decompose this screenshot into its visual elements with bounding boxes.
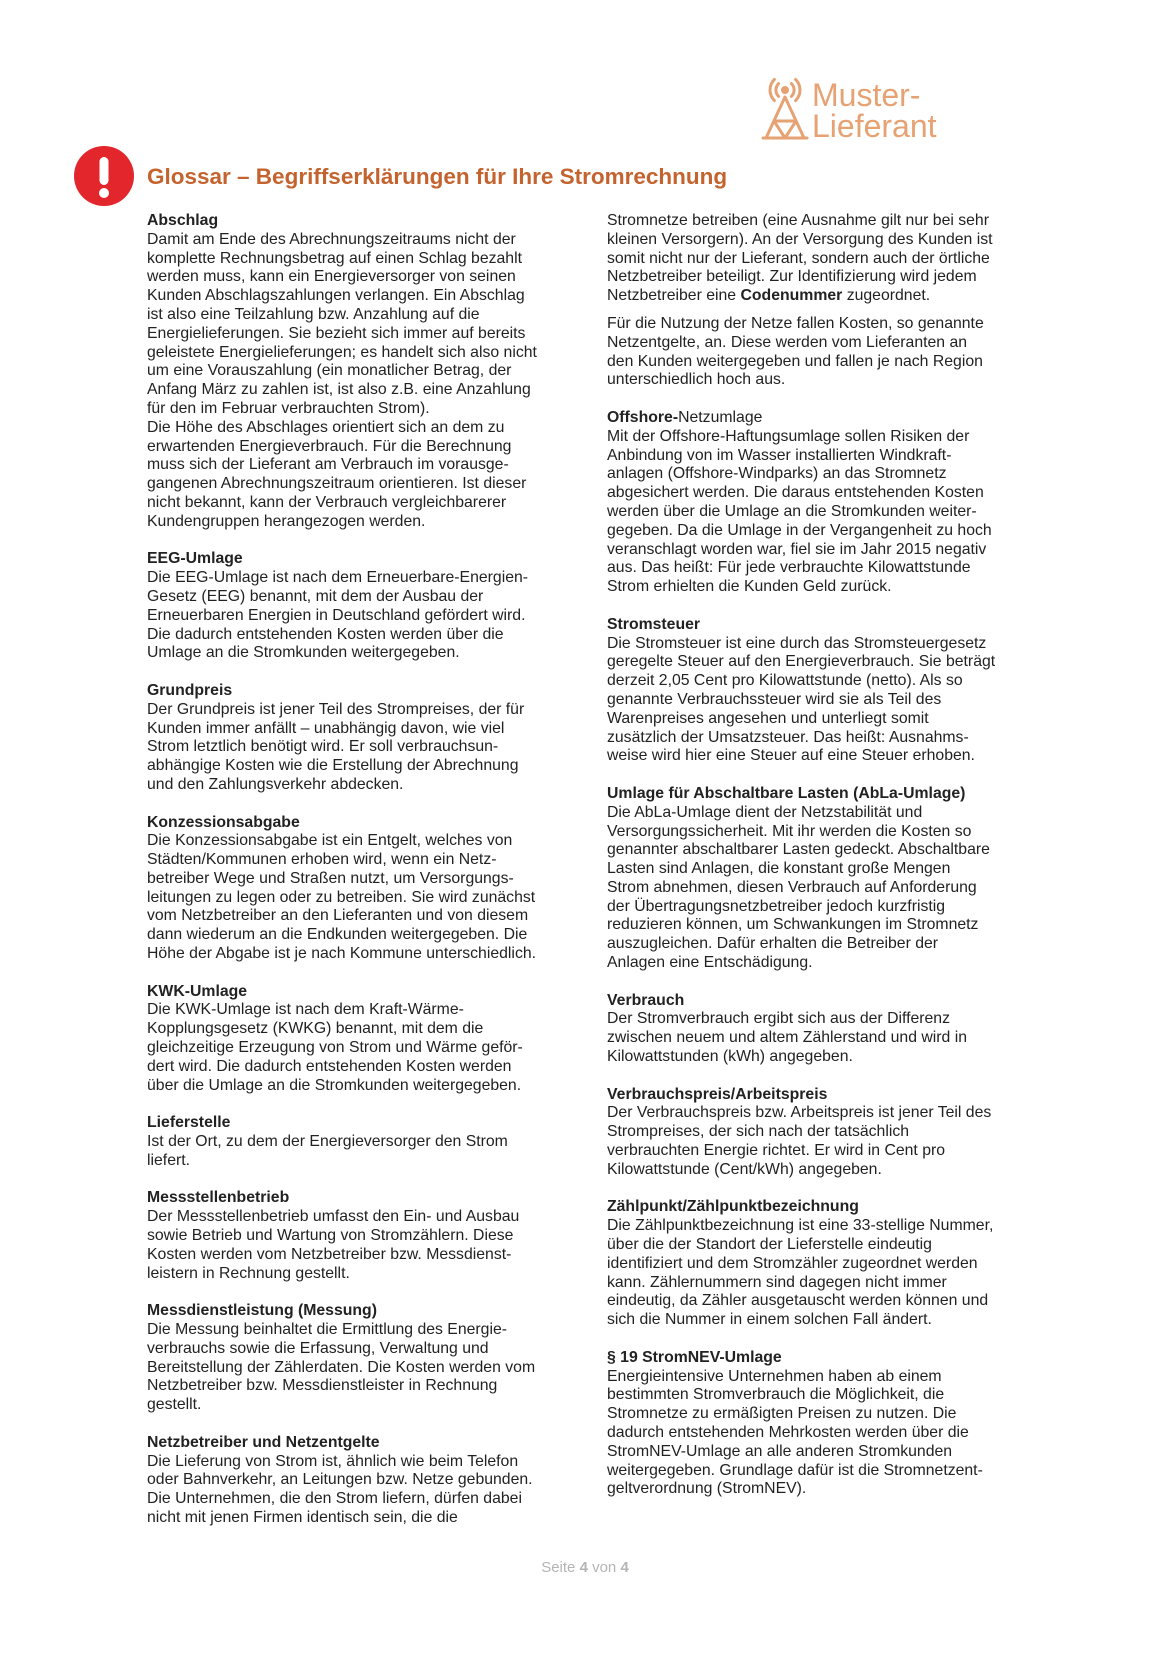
logo-wordmark	[812, 77, 937, 144]
entry-abla-umlage	[607, 785, 1047, 973]
entry-verbrauchspreis	[607, 1086, 1047, 1180]
glossary-term: Zählpunkt/Zählpunktbezeichnung	[607, 1198, 859, 1216]
page-separator: von	[592, 1559, 617, 1576]
total-pages: 4	[620, 1559, 629, 1576]
glossary-left-column	[147, 212, 587, 1528]
radio-tower-icon	[760, 72, 810, 142]
page-label: Seite	[541, 1559, 576, 1576]
glossary-definition: Die Messung beinhaltet die Ermittlung des Energie- verbrauchs sowie die Erfassung, Verwaltung und Bereitstellung der Zählerdaten. Die Kosten werden vom Netzbetreiber bzw. Messdienstleister in Rechnung gestellt.	[147, 1321, 536, 1414]
glossary-term: Messstellenbetrieb	[147, 1189, 290, 1207]
glossary-definition: Die Konzessionsabgabe ist ein Entgelt, welches von Städten/Kommunen erhoben wird, wenn ein Netz- betreiber Wege und Straßen nutzt, um Versorgungs- leitungen zu legen oder zu betreiben. Sie wird zunächst vom Netzbetreiber an den Lieferanten und von diesem dann wiederum an die Endkunden weitergegeben. Die Höhe der Abgabe ist je nach Kommune unterschiedlich.	[147, 832, 537, 963]
entry-kwk-umlage	[147, 983, 587, 1096]
glossary-definition: Die Stromsteuer ist eine durch das Stromsteuergesetz geregelte Steuer auf den Energieverbrauch. Sie beträgt derzeit 2,05 Cent pro Kilowattstunde (netto). Als so genannte Verbrauchssteuer wird sie als Teil des Warenpreises angesehen und unterliegt somit zusätzlich der Umsatzsteuer. Das heißt: Ausnahms- weise wird hier eine Steuer auf eine Steuer erhoben.	[607, 634, 996, 765]
glossary-term: § 19 StromNEV-Umlage	[607, 1348, 782, 1366]
entry-zaehlpunkt	[607, 1198, 1047, 1330]
entry-konzessionsabgabe	[147, 814, 587, 964]
glossary-definition: Die EEG-Umlage ist nach dem Erneuerbare-Energien- Gesetz (EEG) benannt, mit dem der Ausbau der Erneuerbaren Energien in Deutschland gefördert wird. Die dadurch entstehenden Kosten werden über die Umlage an die Stromkunden weitergegeben.	[147, 569, 529, 662]
glossary-term: Verbrauchspreis/Arbeitspreis	[607, 1085, 828, 1103]
glossary-term: KWK-Umlage	[147, 982, 248, 1000]
glossary-definition: Der Grundpreis ist jener Teil des Strompreises, der für Kunden immer anfällt – unabhängig davon, wie viel Strom letztlich benötigt wird. Er soll verbrauchsun- abhängige Kosten wie die Erstellung der Abrechnung und den Zahlungsverkehr abdecken.	[147, 700, 525, 793]
entry-netzbetreiber-continued	[607, 212, 1047, 390]
current-page-number: 4	[579, 1559, 588, 1576]
exclamation-circle-icon	[74, 146, 134, 206]
entry-messstellenbetrieb	[147, 1189, 587, 1283]
page-footer	[0, 1558, 1170, 1578]
entry-stromnev-umlage	[607, 1349, 1047, 1499]
glossary-term: Verbrauch	[607, 991, 685, 1009]
glossary-term: EEG-Umlage	[147, 550, 243, 568]
glossary-term: Lieferstelle	[147, 1114, 231, 1132]
glossary-definition	[607, 212, 1047, 306]
logo-text-line2: Lieferant	[812, 108, 937, 144]
entry-messdienstleistung	[147, 1302, 587, 1415]
entry-stromsteuer	[607, 616, 1047, 766]
glossary-term: Netzbetreiber und Netzentgelte	[147, 1433, 380, 1451]
term-regular-part: Netzumlage	[678, 408, 763, 426]
glossary-definition: Ist der Ort, zu dem der Energieversorger den Strom liefert.	[147, 1133, 508, 1169]
glossary-definition: Die Lieferung von Strom ist, ähnlich wie beim Telefon oder Bahnverkehr, an Leitungen bzw. Netze gebunden. Die Unternehmen, die den Strom liefern, dürfen dabei nicht mit jenen Firmen identisch sein, die die	[147, 1452, 533, 1526]
glossary-term: Konzessionsabgabe	[147, 813, 300, 831]
glossary-definition: Energieintensive Unternehmen haben ab einem bestimmten Stromverbrauch die Möglichkeit, die Stromnetze zu ermäßigten Preisen zu nutzen. Die dadurch entstehenden Mehrkosten werden über die StromNEV-Umlage an alle anderen Stromkunden weitergegeben. Grundlage dafür ist die Stromnetzent- geltverordnung (StromNEV).	[607, 1367, 983, 1498]
glossary-definition: Die AbLa-Umlage dient der Netzstabilität und Versorgungssicherheit. Mit ihr werden die Kosten so genannter abschaltbarer Lasten gedeckt. Abschaltbare Lasten sind Anlagen, die konstant große Mengen Strom abnehmen, diesen Verbrauch auf Anforderung der Übertragungsnetzbetreiber jedoch kurzfristig reduzieren können, um Schwankungen im Stromnetz auszugleichen. Dafür erhalten die Betreiber der Anlagen eine Entschädigung.	[607, 803, 990, 972]
entry-offshore-netzumlage	[607, 409, 1047, 597]
glossary-term: Umlage für Abschaltbare Lasten (AbLa-Umlage)	[607, 784, 966, 802]
glossary-term: Messdienstleistung (Messung)	[147, 1302, 377, 1320]
glossary-term: Grundpreis	[147, 681, 233, 699]
entry-eeg-umlage	[147, 550, 587, 663]
glossary-definition: Mit der Offshore-Haftungsumlage sollen Risiken der Anbindung von im Wasser installierten Windkraft- anlagen (Offshore-Windparks) an das Stromnetz abgesichert werden. Die daraus entstehenden Kosten werden über die Umlage an die Stromkunden weiter- gegeben. Da die Umlage in der Vergangenheit zu hoch veranschlagt worden war, fiel sie im Jahr 2015 negativ aus. Das heißt: Für jede verbrauchte Kilowattstunde Strom erhielten die Kunden Geld zurück.	[607, 427, 992, 596]
codenummer-emphasis: Codenummer	[740, 287, 843, 305]
glossary-definition: Der Verbrauchspreis bzw. Arbeitspreis ist jener Teil des Strompreises, der sich nach der tatsächlich verbrauchten Energie richtet. Er wird in Cent pro Kilowattstunde (Cent/kWh) angegeben.	[607, 1104, 992, 1178]
entry-netzbetreiber	[147, 1434, 587, 1528]
glossary-definition: Die Zählpunktbezeichnung ist eine 33-stellige Nummer, über die der Standort der Lieferstelle eindeutig identifiziert und dem Stromzähler zugeordnet werden kann. Zählernummern sind dagegen nicht immer eindeutig, da Zähler ausgetauscht werden können und sich die Nummer in einem solchen Fall ändert.	[607, 1217, 994, 1329]
glossary-definition: Der Messstellenbetrieb umfasst den Ein- und Ausbau sowie Betrieb und Wartung von Stromzählern. Diese Kosten werden vom Netzbetreiber bzw. Messdienst- leistern in Rechnung gestellt.	[147, 1208, 520, 1282]
term-bold-part: Offshore-	[607, 408, 679, 426]
logo-text-line1: Muster-	[812, 77, 921, 113]
glossary-term	[607, 409, 1047, 428]
glossary-definition: Damit am Ende des Abrechnungszeitraums nicht der komplette Rechnungsbetrag auf einen Schlag bezahlt werden muss, kann ein Energieversorger von seinen Kunden Abschlagszahlungen verlangen. Ein Abschlag ist also eine Teilzahlung bzw. Anzahlung auf die Energielieferungen. Sie bezieht sich immer auf bereits geleistete Energielieferungen; es handelt sich also nicht um eine Vorauszahlung (ein monatlicher Betrag, der Anfang März zu zahlen ist, ist also z.B. eine Anzahlung für den im Februar verbrauchten Strom). Die Höhe des Abschlages orientiert sich an dem zu erwartenden Energieverbrauch. Für die Berechnung muss sich der Lieferant am Verbrauch im vorausge- gangenen Abrechnungszeitraum orientieren. Ist dieser nicht bekannt, kann der Verbrauch vergleichbarerer Kundengruppen herangezogen werden.	[147, 230, 537, 530]
glossary-definition: Für die Nutzung der Netze fallen Kosten, so genannte Netzentgelte, an. Diese werden vom Lieferanten an den Kunden weitergegeben und fallen je nach Region unterschiedlich hoch aus.	[607, 314, 984, 389]
company-logo	[760, 72, 960, 144]
glossary-definition: Der Stromverbrauch ergibt sich aus der Differenz zwischen neuem und altem Zählerstand und wird in Kilowattstunden (kWh) angegeben.	[607, 1010, 968, 1066]
entry-abschlag	[147, 212, 587, 532]
definition-text: zugeordnet.	[842, 287, 931, 305]
entry-lieferstelle	[147, 1114, 587, 1170]
glossary-definition: Die KWK-Umlage ist nach dem Kraft-Wärme- Kopplungsgesetz (KWKG) benannt, mit dem die gleichzeitige Erzeugung von Strom und Wärme geför- dert wird. Die dadurch entstehenden Kosten werden über die Umlage an die Stromkunden weitergegeben.	[147, 1001, 523, 1094]
definition-text: Stromnetze betreiben (eine Ausnahme gilt nur bei sehr kleinen Versorgern). An der Versorgung des Kunden ist somit nicht nur der Lieferant, sondern auch der örtliche Netzbetreiber beteiligt. Zur Identifizierung wird jedem Netzbetreiber eine	[607, 212, 993, 305]
glossary-right-column	[607, 212, 1047, 1499]
entry-grundpreis	[147, 682, 587, 795]
glossary-term: Stromsteuer	[607, 615, 701, 633]
page-title: Glossar – Begriffserklärungen für Ihre Stromrechnung	[147, 164, 728, 189]
entry-verbrauch	[607, 992, 1047, 1067]
glossary-term: Abschlag	[147, 212, 219, 229]
